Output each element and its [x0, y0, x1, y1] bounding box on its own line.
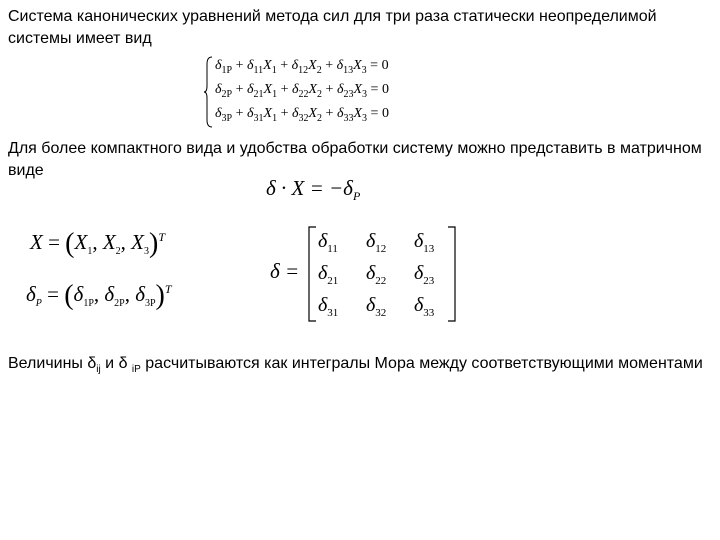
vector-dp-el-1: 1P	[83, 298, 94, 310]
eq-free-sub: 3P	[221, 112, 233, 124]
matrix-cell-sub: 32	[375, 307, 387, 319]
matrix-cell-sub: 33	[423, 307, 435, 319]
matrix-delta: δ = $\delta_{11}$ $\delta_{12}$ $\delta_{13}$ $\delta_{21}$ $\delta_{22}$ $\delta_{23}$ $\delta_{31}$ $\delta_{32}$ $\delta_{33}$	[270, 226, 460, 324]
vector-delta-p: $\delta_P = (\delta_{1P}$, $\delta_{2P}$, $\delta_{3P})^T$	[26, 280, 172, 311]
eq-free-sub: 1P	[221, 64, 233, 76]
matrix-cell: $\delta_{31}$	[318, 294, 339, 319]
matrix-cell-sub: 31	[327, 307, 339, 319]
vector-dp-el-3: 3P	[144, 298, 156, 310]
eq-b-sub: 12	[298, 64, 309, 76]
matrix-form-paragraph: Для более компактного вида и удобства обработки систему можно представить в матричном виде	[8, 140, 702, 179]
equation-row: $\delta_{2P} + \delta_{21}X_1 + \delta_{22}X_2 + \delta_{23}X_3 = 0$	[215, 82, 389, 100]
vector-dp-sub: P	[35, 298, 42, 310]
matrix-cell-sub: 23	[423, 275, 435, 287]
vector-x-name: X	[30, 230, 43, 254]
vector-dp-power: T	[164, 282, 172, 296]
p3-sub-ip: iP	[131, 364, 141, 376]
eq-rhs: 0	[381, 58, 389, 73]
matrix-cell-sub: 12	[375, 243, 387, 255]
p3-after: расчитываются как интегралы Мора между соответствующими моментами	[140, 355, 703, 372]
vector-x-el-3: 3	[143, 246, 149, 258]
vector-x-el-2: 2	[115, 246, 121, 258]
eq-a-sub: 11	[253, 64, 264, 76]
left-brace-icon	[203, 56, 213, 128]
p3-sub-ij: ij	[96, 364, 101, 376]
eq-c-sub: 33	[343, 112, 354, 124]
matrix-cell-sub: 21	[327, 275, 339, 287]
canonical-equations-system	[203, 56, 433, 130]
matrix-cell: $\delta_{11}$	[318, 230, 338, 255]
matrix-cell: $\delta_{23}$	[414, 262, 435, 287]
matrix-left-bracket-icon	[306, 226, 318, 322]
eq-free-sub: 2P	[221, 88, 233, 100]
eq-c-sub: 13	[343, 64, 354, 76]
vector-dp-el-2: 2P	[114, 298, 125, 310]
p3-before: Величины δ	[8, 355, 97, 372]
eq-b-sub: 32	[298, 112, 309, 124]
mohr-integrals-paragraph	[8, 353, 708, 381]
matrix-cell: $\delta_{13}$	[414, 230, 435, 255]
matrix-equation	[266, 176, 360, 204]
matrix-cell: $\delta_{22}$	[366, 262, 387, 287]
eq-a-sub: 21	[253, 88, 264, 100]
matrix-cell: $\delta_{12}$	[366, 230, 387, 255]
matrix-equation-sub: P	[352, 189, 361, 204]
equation-row: $\delta_{1P} + \delta_{11}X_1 + \delta_{12}X_2 + \delta_{13}X_3 = 0$	[215, 58, 389, 76]
eq-b-sub: 22	[298, 88, 309, 100]
eq-rhs: 0	[381, 106, 389, 121]
matrix-cell: $\delta_{33}$	[414, 294, 435, 319]
eq-a-sub: 31	[253, 112, 264, 124]
matrix-cell: $\delta_{21}$	[318, 262, 339, 287]
vector-x-power: T	[158, 230, 165, 244]
p3-mid: и δ	[100, 355, 132, 372]
intro-paragraph: Система канонических уравнений метода сил для три раза статически неопределимой системы имеет вид	[8, 8, 657, 47]
matrix-equation-lhs: δ · X = −δ	[266, 176, 353, 200]
matrix-right-bracket-icon	[446, 226, 458, 322]
eq-rhs: 0	[381, 82, 389, 97]
vector-x-el-1: 1	[87, 246, 93, 258]
matrix-cell: $\delta_{32}$	[366, 294, 387, 319]
equation-row: $\delta_{3P} + \delta_{31}X_1 + \delta_{32}X_2 + \delta_{33}X_3 = 0$	[215, 106, 389, 124]
matrix-cell-sub: 13	[423, 243, 435, 255]
matrix-cell-sub: 22	[375, 275, 387, 287]
matrix-cell-sub: 11	[327, 243, 338, 255]
eq-c-sub: 23	[343, 88, 354, 100]
vector-x: $X = (X_1$, $X_2$, $X_3)^T$	[30, 228, 165, 259]
